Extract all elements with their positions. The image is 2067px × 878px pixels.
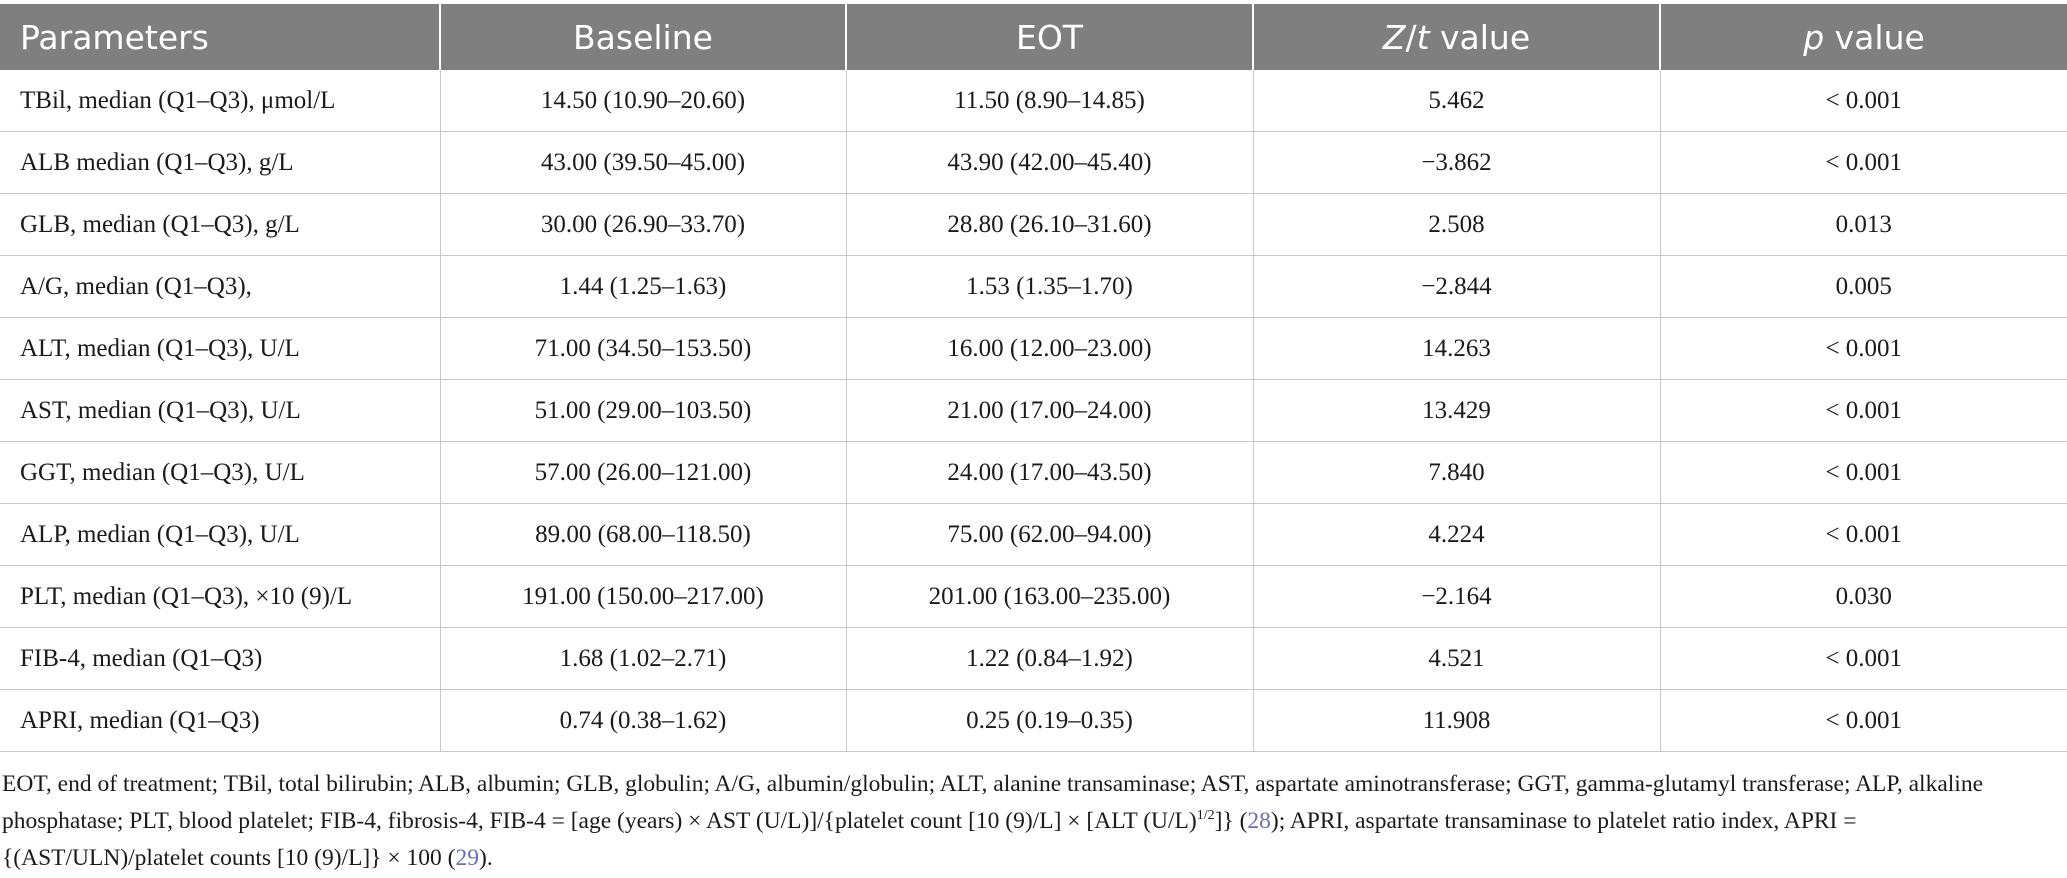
cell-zt-value: 4.521 <box>1253 628 1660 690</box>
cell-eot: 16.00 (12.00–23.00) <box>846 318 1253 380</box>
header-eot: EOT <box>846 4 1253 70</box>
cell-eot: 1.22 (0.84–1.92) <box>846 628 1253 690</box>
table-body <box>0 70 2067 752</box>
cell-zt-value: 7.840 <box>1253 442 1660 504</box>
table-footnote <box>2 766 2062 877</box>
footnote-superscript: 1/2 <box>1196 808 1215 824</box>
header-z-letter: Z <box>1382 17 1406 57</box>
cell-eot: 21.00 (17.00–24.00) <box>846 380 1253 442</box>
table-row <box>0 256 2067 318</box>
table-row <box>0 628 2067 690</box>
reference-link-29[interactable]: 29 <box>455 845 479 871</box>
cell-eot: 43.90 (42.00–45.40) <box>846 132 1253 194</box>
table-row <box>0 566 2067 628</box>
cell-baseline: 30.00 (26.90–33.70) <box>440 194 846 256</box>
cell-eot: 28.80 (26.10–31.60) <box>846 194 1253 256</box>
cell-p-value: 0.013 <box>1660 194 2067 256</box>
cell-parameter: TBil, median (Q1–Q3), μmol/L <box>0 70 440 132</box>
header-zt-value <box>1253 4 1660 70</box>
table-row <box>0 504 2067 566</box>
cell-zt-value: −2.844 <box>1253 256 1660 318</box>
cell-baseline: 57.00 (26.00–121.00) <box>440 442 846 504</box>
header-row <box>0 4 2067 70</box>
footnote-text-1: EOT, end of treatment; TBil, total bilirubin; ALB, albumin; GLB, globulin; A/G, albumin/globulin; ALT, alanine transaminase; AST, aspartate aminotransferase; GGT, gamma-glutamyl transferase; ALP, alkaline phosphatase; PLT, blood platelet; FIB-4, fibrosis-4, FIB-4 = [age (years) × AST (U/L)]/{platelet count [10 (9)/L] × [ALT (U/L) <box>2 771 1983 834</box>
cell-parameter: ALB median (Q1–Q3), g/L <box>0 132 440 194</box>
footnote-text-3: ); APRI, aspartate transaminase to platelet ratio index, APRI = {(AST/ULN)/platelet counts [10 (9)/L]} × 100 ( <box>2 808 1857 871</box>
table-row <box>0 442 2067 504</box>
cell-p-value: < 0.001 <box>1660 442 2067 504</box>
table-row <box>0 70 2067 132</box>
header-p-letter: p <box>1803 17 1825 57</box>
reference-link-28[interactable]: 28 <box>1247 808 1271 834</box>
header-baseline: Baseline <box>440 4 846 70</box>
cell-baseline: 89.00 (68.00–118.50) <box>440 504 846 566</box>
cell-p-value: < 0.001 <box>1660 380 2067 442</box>
cell-baseline: 191.00 (150.00–217.00) <box>440 566 846 628</box>
cell-parameter: FIB-4, median (Q1–Q3) <box>0 628 440 690</box>
header-p-suffix: value <box>1824 17 1925 57</box>
table-row <box>0 690 2067 752</box>
cell-zt-value: 2.508 <box>1253 194 1660 256</box>
cell-zt-value: −3.862 <box>1253 132 1660 194</box>
cell-eot: 0.25 (0.19–0.35) <box>846 690 1253 752</box>
cell-baseline: 1.68 (1.02–2.71) <box>440 628 846 690</box>
cell-p-value: 0.005 <box>1660 256 2067 318</box>
footnote-text-2: ]} ( <box>1214 808 1248 834</box>
cell-p-value: < 0.001 <box>1660 318 2067 380</box>
cell-baseline: 71.00 (34.50–153.50) <box>440 318 846 380</box>
table-row <box>0 318 2067 380</box>
cell-p-value: < 0.001 <box>1660 132 2067 194</box>
table-row <box>0 380 2067 442</box>
cell-baseline: 14.50 (10.90–20.60) <box>440 70 846 132</box>
cell-p-value: < 0.001 <box>1660 70 2067 132</box>
cell-eot: 11.50 (8.90–14.85) <box>846 70 1253 132</box>
cell-eot: 201.00 (163.00–235.00) <box>846 566 1253 628</box>
cell-zt-value: 14.263 <box>1253 318 1660 380</box>
header-p-value <box>1660 4 2067 70</box>
table-row <box>0 194 2067 256</box>
cell-eot: 75.00 (62.00–94.00) <box>846 504 1253 566</box>
parameters-table <box>0 4 2067 752</box>
cell-zt-value: −2.164 <box>1253 566 1660 628</box>
cell-zt-value: 11.908 <box>1253 690 1660 752</box>
header-parameters: Parameters <box>0 4 440 70</box>
cell-parameter: ALT, median (Q1–Q3), U/L <box>0 318 440 380</box>
table-row <box>0 132 2067 194</box>
cell-parameter: ALP, median (Q1–Q3), U/L <box>0 504 440 566</box>
header-zt-slash: / <box>1405 17 1417 57</box>
cell-parameter: GGT, median (Q1–Q3), U/L <box>0 442 440 504</box>
cell-parameter: A/G, median (Q1–Q3), <box>0 256 440 318</box>
cell-eot: 24.00 (17.00–43.50) <box>846 442 1253 504</box>
cell-eot: 1.53 (1.35–1.70) <box>846 256 1253 318</box>
cell-baseline: 51.00 (29.00–103.50) <box>440 380 846 442</box>
header-zt-suffix: value <box>1429 17 1531 57</box>
table-container <box>0 4 2067 752</box>
cell-p-value: < 0.001 <box>1660 628 2067 690</box>
cell-parameter: PLT, median (Q1–Q3), ×10 (9)/L <box>0 566 440 628</box>
cell-zt-value: 5.462 <box>1253 70 1660 132</box>
cell-parameter: GLB, median (Q1–Q3), g/L <box>0 194 440 256</box>
cell-baseline: 43.00 (39.50–45.00) <box>440 132 846 194</box>
cell-parameter: AST, median (Q1–Q3), U/L <box>0 380 440 442</box>
header-t-letter: t <box>1416 17 1430 57</box>
cell-p-value: 0.030 <box>1660 566 2067 628</box>
cell-p-value: < 0.001 <box>1660 504 2067 566</box>
cell-zt-value: 13.429 <box>1253 380 1660 442</box>
cell-baseline: 1.44 (1.25–1.63) <box>440 256 846 318</box>
cell-baseline: 0.74 (0.38–1.62) <box>440 690 846 752</box>
cell-parameter: APRI, median (Q1–Q3) <box>0 690 440 752</box>
cell-p-value: < 0.001 <box>1660 690 2067 752</box>
footnote-text-4: ). <box>479 845 493 871</box>
cell-zt-value: 4.224 <box>1253 504 1660 566</box>
table-header <box>0 4 2067 70</box>
